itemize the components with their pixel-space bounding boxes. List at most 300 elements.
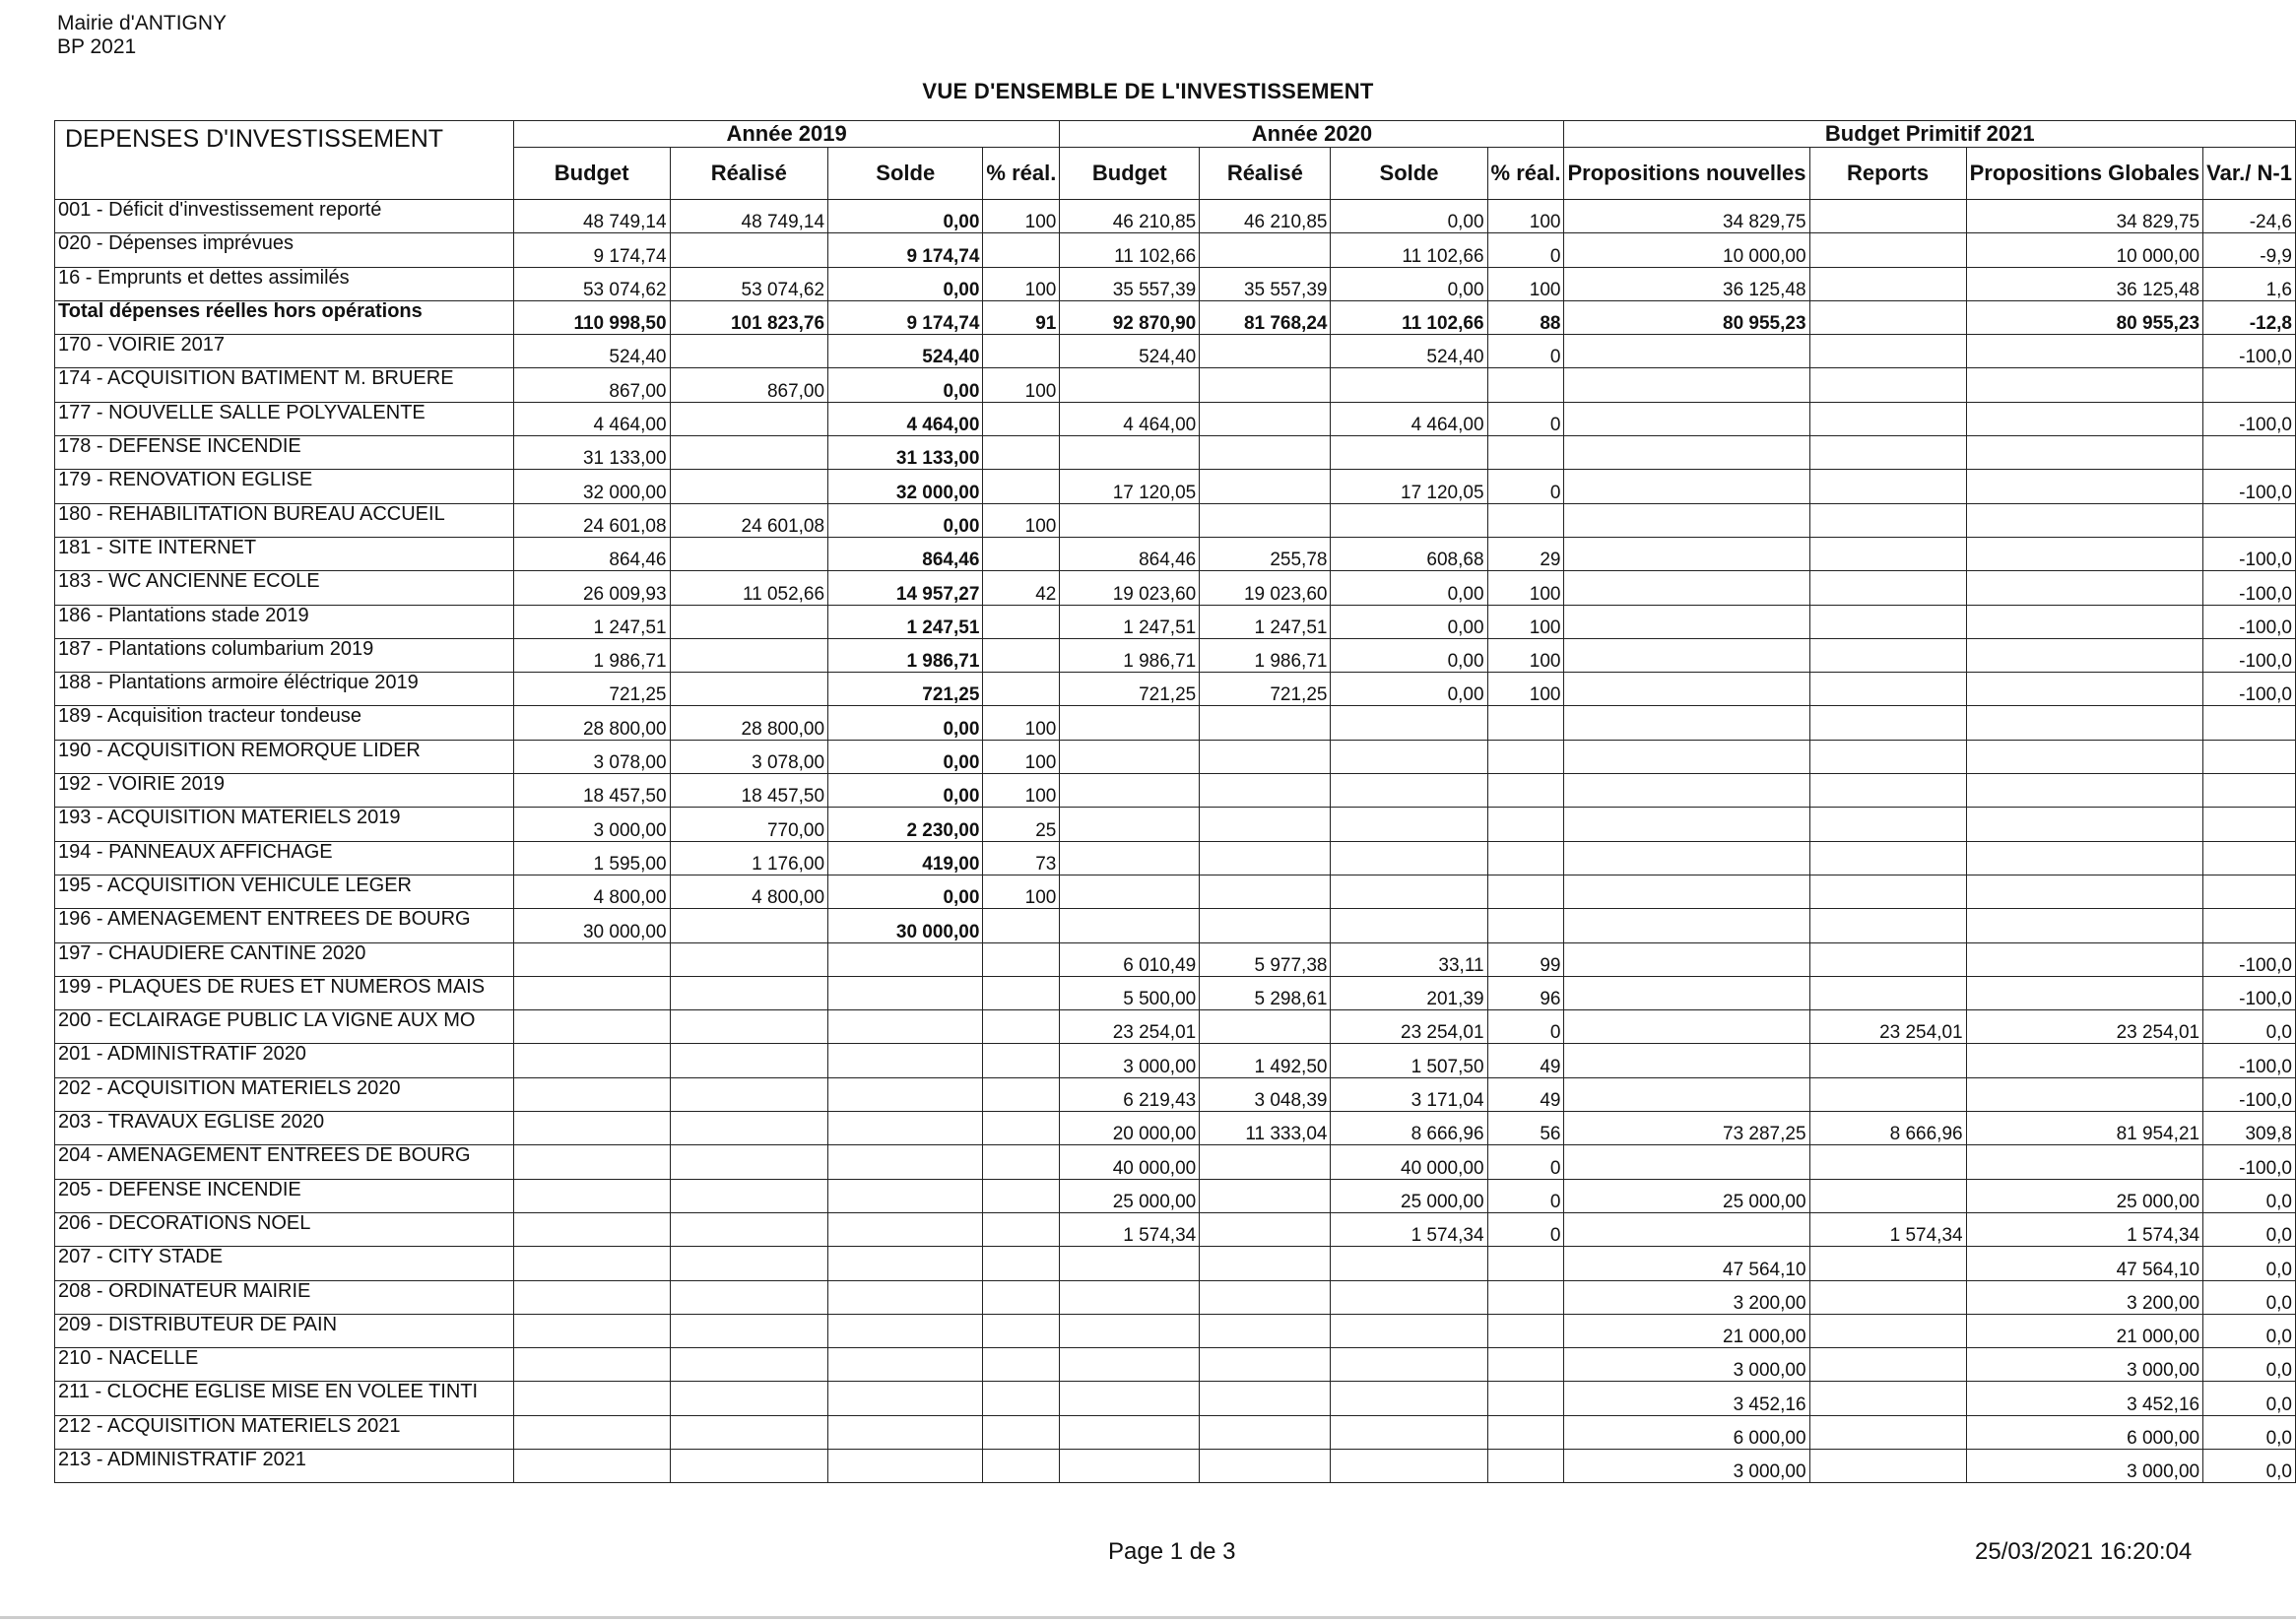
- table-cell: [1966, 976, 2202, 1009]
- table-cell: 29: [1487, 537, 1564, 570]
- table-cell: 0,00: [828, 200, 983, 233]
- table-cell: [1487, 875, 1564, 908]
- row-label: 001 - Déficit d'investissement reporté: [55, 200, 514, 233]
- table-cell: [1966, 571, 2202, 605]
- table-cell: [983, 402, 1060, 435]
- table-cell: [1060, 909, 1200, 942]
- table-cell: 11 333,04: [1200, 1112, 1331, 1145]
- table-cell: [1966, 1044, 2202, 1077]
- table-cell: [1966, 402, 2202, 435]
- table-cell: [1564, 638, 1809, 672]
- table-row: [55, 402, 2296, 435]
- table-cell: [1200, 1348, 1331, 1382]
- table-cell: 0,00: [1331, 605, 1487, 638]
- table-cell: [513, 1348, 670, 1382]
- table-cell: [1487, 436, 1564, 470]
- table-cell: [2203, 706, 2296, 740]
- table-cell: 524,40: [828, 335, 983, 368]
- table-cell: [1200, 1280, 1331, 1314]
- table-row: [55, 1449, 2296, 1482]
- table-cell: [1809, 470, 1966, 503]
- column-header: % réal.: [983, 148, 1060, 200]
- table-cell: 100: [983, 368, 1060, 402]
- table-cell: 110 998,50: [513, 300, 670, 334]
- table-cell: [983, 1348, 1060, 1382]
- table-row: [55, 436, 2296, 470]
- table-cell: 30 000,00: [828, 909, 983, 942]
- table-cell: [1809, 1077, 1966, 1111]
- row-label: 020 - Dépenses imprévues: [55, 233, 514, 267]
- table-cell: 17 120,05: [1331, 470, 1487, 503]
- table-cell: [670, 1280, 828, 1314]
- table-cell: -100,0: [2203, 976, 2296, 1009]
- table-cell: [1331, 706, 1487, 740]
- table-cell: 49: [1487, 1077, 1564, 1111]
- table-cell: [1809, 233, 1966, 267]
- table-cell: [1564, 774, 1809, 808]
- table-cell: [1487, 706, 1564, 740]
- table-row: [55, 200, 2296, 233]
- table-cell: 80 955,23: [1966, 300, 2202, 334]
- table-cell: 48 749,14: [670, 200, 828, 233]
- table-cell: [1200, 1449, 1331, 1482]
- table-cell: [1200, 436, 1331, 470]
- table-cell: [1060, 1247, 1200, 1280]
- table-cell: [1809, 571, 1966, 605]
- table-cell: [983, 976, 1060, 1009]
- table-cell: [1564, 909, 1809, 942]
- table-cell: -100,0: [2203, 1077, 2296, 1111]
- table-cell: [983, 436, 1060, 470]
- table-cell: [513, 1112, 670, 1145]
- table-cell: 5 298,61: [1200, 976, 1331, 1009]
- table-cell: 28 800,00: [670, 706, 828, 740]
- row-label: 193 - ACQUISITION MATERIELS 2019: [55, 808, 514, 841]
- table-cell: [1564, 875, 1809, 908]
- table-cell: [983, 1212, 1060, 1246]
- table-cell: 1 492,50: [1200, 1044, 1331, 1077]
- table-cell: [1564, 605, 1809, 638]
- table-cell: [1564, 706, 1809, 740]
- table-cell: [1200, 368, 1331, 402]
- budget-label: BP 2021: [57, 35, 137, 58]
- table-cell: 35 557,39: [1200, 267, 1331, 300]
- table-cell: 53 074,62: [513, 267, 670, 300]
- table-cell: [1331, 875, 1487, 908]
- table-cell: 100: [983, 706, 1060, 740]
- table-row: [55, 1280, 2296, 1314]
- table-cell: 34 829,75: [1966, 200, 2202, 233]
- table-cell: 0,00: [1331, 673, 1487, 706]
- table-row: [55, 875, 2296, 908]
- table-cell: 17 120,05: [1060, 470, 1200, 503]
- table-cell: 56: [1487, 1112, 1564, 1145]
- row-label: 196 - AMENAGEMENT ENTREES DE BOURG: [55, 909, 514, 942]
- table-cell: 524,40: [1331, 335, 1487, 368]
- table-cell: -100,0: [2203, 605, 2296, 638]
- row-label: 189 - Acquisition tracteur tondeuse: [55, 706, 514, 740]
- table-cell: [1331, 368, 1487, 402]
- group-header: Budget Primitif 2021: [1564, 121, 2296, 148]
- table-cell: [1564, 503, 1809, 537]
- table-cell: 100: [1487, 267, 1564, 300]
- table-cell: 4 800,00: [670, 875, 828, 908]
- table-row: [55, 909, 2296, 942]
- table-cell: [1809, 537, 1966, 570]
- table-cell: [670, 436, 828, 470]
- table-cell: [670, 1314, 828, 1347]
- row-label: 16 - Emprunts et dettes assimilés: [55, 267, 514, 300]
- table-cell: [1200, 335, 1331, 368]
- table-row: [55, 1348, 2296, 1382]
- table-cell: -100,0: [2203, 1044, 2296, 1077]
- row-label: 200 - ECLAIRAGE PUBLIC LA VIGNE AUX MO: [55, 1010, 514, 1044]
- table-cell: [1200, 841, 1331, 875]
- table-cell: [513, 1145, 670, 1179]
- table-cell: [983, 1010, 1060, 1044]
- table-cell: [1200, 402, 1331, 435]
- table-cell: 0: [1487, 470, 1564, 503]
- table-cell: [670, 402, 828, 435]
- table-cell: 255,78: [1200, 537, 1331, 570]
- table-cell: [1200, 740, 1331, 773]
- table-row: [55, 571, 2296, 605]
- table-cell: 25 000,00: [1966, 1179, 2202, 1212]
- table-cell: 0,00: [828, 503, 983, 537]
- page-number: Page 1 de 3: [1108, 1538, 1236, 1565]
- table-cell: [2203, 503, 2296, 537]
- table-cell: [1966, 335, 2202, 368]
- table-cell: [1564, 808, 1809, 841]
- table-row: [55, 537, 2296, 570]
- table-cell: [1809, 1348, 1966, 1382]
- table-row: [55, 673, 2296, 706]
- table-cell: [983, 942, 1060, 976]
- table-cell: [1966, 673, 2202, 706]
- column-header: Solde: [828, 148, 983, 200]
- table-cell: [1487, 740, 1564, 773]
- column-header: Réalisé: [1200, 148, 1331, 200]
- table-cell: 23 254,01: [1331, 1010, 1487, 1044]
- table-cell: 8 666,96: [1331, 1112, 1487, 1145]
- table-cell: 0,0: [2203, 1314, 2296, 1347]
- table-cell: 23 254,01: [1060, 1010, 1200, 1044]
- row-label: 195 - ACQUISITION VEHICULE LEGER: [55, 875, 514, 908]
- table-cell: [1200, 1314, 1331, 1347]
- table-row: [55, 1212, 2296, 1246]
- table-cell: [1060, 368, 1200, 402]
- table-cell: [1809, 605, 1966, 638]
- table-cell: [828, 1145, 983, 1179]
- table-cell: 524,40: [513, 335, 670, 368]
- table-cell: 0,0: [2203, 1247, 2296, 1280]
- table-cell: [983, 605, 1060, 638]
- row-label: 186 - Plantations stade 2019: [55, 605, 514, 638]
- row-label: 202 - ACQUISITION MATERIELS 2020: [55, 1077, 514, 1111]
- table-cell: 721,25: [828, 673, 983, 706]
- table-cell: [1060, 841, 1200, 875]
- table-cell: 3 000,00: [1966, 1449, 2202, 1482]
- table-cell: [1487, 909, 1564, 942]
- table-cell: 81 954,21: [1966, 1112, 2202, 1145]
- table-cell: 18 457,50: [670, 774, 828, 808]
- table-cell: -100,0: [2203, 335, 2296, 368]
- column-header: Var./ N-1: [2203, 148, 2296, 200]
- table-cell: 4 464,00: [1331, 402, 1487, 435]
- table-cell: [670, 1348, 828, 1382]
- row-label: 181 - SITE INTERNET: [55, 537, 514, 570]
- table-cell: 100: [983, 267, 1060, 300]
- table-cell: [1564, 537, 1809, 570]
- table-cell: [1564, 335, 1809, 368]
- table-cell: [670, 537, 828, 570]
- table-cell: [1809, 673, 1966, 706]
- table-cell: [1200, 1415, 1331, 1449]
- table-cell: 3 000,00: [513, 808, 670, 841]
- table-cell: 1 574,34: [1331, 1212, 1487, 1246]
- table-cell: [983, 1044, 1060, 1077]
- table-cell: [1331, 1348, 1487, 1382]
- table-row: [55, 1415, 2296, 1449]
- table-cell: [828, 976, 983, 1009]
- table-cell: 0,0: [2203, 1348, 2296, 1382]
- table-cell: [1060, 875, 1200, 908]
- column-header: % réal.: [1487, 148, 1564, 200]
- table-cell: [983, 233, 1060, 267]
- table-cell: [1060, 1314, 1200, 1347]
- page-bottom-rule: [0, 1616, 2296, 1619]
- table-cell: 1 574,34: [1809, 1212, 1966, 1246]
- table-cell: 4 800,00: [513, 875, 670, 908]
- table-cell: [670, 605, 828, 638]
- table-cell: 4 464,00: [1060, 402, 1200, 435]
- table-cell: [1809, 774, 1966, 808]
- table-cell: -24,6: [2203, 200, 2296, 233]
- table-row: [55, 335, 2296, 368]
- table-cell: 100: [983, 200, 1060, 233]
- table-cell: [1331, 1247, 1487, 1280]
- table-cell: 0: [1487, 335, 1564, 368]
- table-cell: 99: [1487, 942, 1564, 976]
- table-cell: [1809, 740, 1966, 773]
- row-label: 199 - PLAQUES DE RUES ET NUMEROS MAIS: [55, 976, 514, 1009]
- table-cell: [828, 1314, 983, 1347]
- row-label: 201 - ADMINISTRATIF 2020: [55, 1044, 514, 1077]
- table-cell: [828, 1212, 983, 1246]
- table-cell: [1809, 909, 1966, 942]
- table-cell: -100,0: [2203, 470, 2296, 503]
- table-cell: 101 823,76: [670, 300, 828, 334]
- column-header: Budget: [513, 148, 670, 200]
- table-cell: 1 247,51: [828, 605, 983, 638]
- table-cell: 867,00: [670, 368, 828, 402]
- table-cell: [1966, 638, 2202, 672]
- table-cell: 100: [983, 503, 1060, 537]
- table-cell: [1966, 368, 2202, 402]
- table-cell: [1487, 1314, 1564, 1347]
- table-cell: [2203, 808, 2296, 841]
- table-cell: 32 000,00: [513, 470, 670, 503]
- table-cell: 1,6: [2203, 267, 2296, 300]
- table-cell: [670, 1212, 828, 1246]
- table-cell: [513, 1314, 670, 1347]
- row-label: 208 - ORDINATEUR MAIRIE: [55, 1280, 514, 1314]
- table-cell: [1487, 1415, 1564, 1449]
- table-cell: 1 595,00: [513, 841, 670, 875]
- table-cell: [1564, 368, 1809, 402]
- table-row: [55, 942, 2296, 976]
- table-cell: [828, 1010, 983, 1044]
- table-cell: [983, 1247, 1060, 1280]
- table-cell: [828, 1348, 983, 1382]
- table-cell: 0,00: [828, 706, 983, 740]
- table-cell: 100: [1487, 638, 1564, 672]
- table-cell: 6 000,00: [1564, 1415, 1809, 1449]
- row-label: Total dépenses réelles hors opérations: [55, 300, 514, 334]
- table-cell: 5 977,38: [1200, 942, 1331, 976]
- table-cell: 18 457,50: [513, 774, 670, 808]
- table-cell: [828, 1280, 983, 1314]
- table-cell: 25 000,00: [1060, 1179, 1200, 1212]
- row-label: 212 - ACQUISITION MATERIELS 2021: [55, 1415, 514, 1449]
- column-header: Solde: [1331, 148, 1487, 200]
- row-label: 206 - DECORATIONS NOEL: [55, 1212, 514, 1246]
- table-row: [55, 233, 2296, 267]
- table-cell: [2203, 774, 2296, 808]
- table-cell: [828, 1449, 983, 1482]
- table-cell: 0,00: [828, 267, 983, 300]
- table-cell: 73 287,25: [1564, 1112, 1809, 1145]
- table-cell: [1060, 1382, 1200, 1415]
- table-cell: 1 247,51: [513, 605, 670, 638]
- table-cell: [1060, 808, 1200, 841]
- table-cell: [1331, 1449, 1487, 1482]
- table-cell: [1200, 808, 1331, 841]
- table-cell: 0,00: [828, 740, 983, 773]
- table-cell: 24 601,08: [670, 503, 828, 537]
- table-cell: [983, 673, 1060, 706]
- table-cell: [513, 1077, 670, 1111]
- table-cell: 42: [983, 571, 1060, 605]
- row-label: 203 - TRAVAUX EGLISE 2020: [55, 1112, 514, 1145]
- table-cell: 0: [1487, 1010, 1564, 1044]
- table-cell: [1809, 335, 1966, 368]
- table-cell: 40 000,00: [1331, 1145, 1487, 1179]
- table-cell: [1200, 470, 1331, 503]
- table-cell: 0,0: [2203, 1280, 2296, 1314]
- table-cell: [1564, 402, 1809, 435]
- table-cell: 10 000,00: [1564, 233, 1809, 267]
- table-cell: 25 000,00: [1331, 1179, 1487, 1212]
- table-cell: [1200, 1212, 1331, 1246]
- table-cell: [1809, 808, 1966, 841]
- table-cell: [1060, 503, 1200, 537]
- table-cell: 2 230,00: [828, 808, 983, 841]
- table-cell: [1809, 875, 1966, 908]
- table-cell: [670, 1247, 828, 1280]
- table-cell: 721,25: [1060, 673, 1200, 706]
- table-cell: 53 074,62: [670, 267, 828, 300]
- table-cell: [1200, 503, 1331, 537]
- table-cell: [983, 335, 1060, 368]
- table-cell: [1487, 368, 1564, 402]
- table-cell: 92 870,90: [1060, 300, 1200, 334]
- table-cell: -100,0: [2203, 537, 2296, 570]
- table-cell: [1564, 436, 1809, 470]
- table-cell: 3 048,39: [1200, 1077, 1331, 1111]
- row-label: 188 - Plantations armoire éléctrique 2019: [55, 673, 514, 706]
- table-cell: [2203, 909, 2296, 942]
- table-cell: 0,00: [828, 875, 983, 908]
- table-cell: -100,0: [2203, 942, 2296, 976]
- table-cell: 1 574,34: [1060, 1212, 1200, 1246]
- table-cell: [670, 1044, 828, 1077]
- table-row: [55, 1247, 2296, 1280]
- table-cell: 34 829,75: [1564, 200, 1809, 233]
- table-cell: [1331, 1280, 1487, 1314]
- table-cell: 3 000,00: [1966, 1348, 2202, 1382]
- table-cell: [1809, 1280, 1966, 1314]
- table-row: [55, 740, 2296, 773]
- table-cell: [983, 1077, 1060, 1111]
- table-cell: [1331, 1415, 1487, 1449]
- row-label: 178 - DEFENSE INCENDIE: [55, 436, 514, 470]
- table-cell: 9 174,74: [513, 233, 670, 267]
- table-cell: [513, 942, 670, 976]
- table-cell: [670, 1382, 828, 1415]
- table-cell: [828, 1247, 983, 1280]
- table-cell: [1809, 1382, 1966, 1415]
- table-cell: [1564, 976, 1809, 1009]
- table-row: [55, 1314, 2296, 1347]
- row-label: 211 - CLOCHE EGLISE MISE EN VOLEE TINTI: [55, 1382, 514, 1415]
- page-title: VUE D'ENSEMBLE DE L'INVESTISSEMENT: [922, 79, 1374, 103]
- row-label: 190 - ACQUISITION REMORQUE LIDER: [55, 740, 514, 773]
- table-row: [55, 1145, 2296, 1179]
- table-cell: [1564, 1077, 1809, 1111]
- table-cell: [1060, 1348, 1200, 1382]
- table-cell: [1060, 1415, 1200, 1449]
- table-cell: [1331, 1314, 1487, 1347]
- table-cell: [1200, 1382, 1331, 1415]
- table-cell: [1487, 1348, 1564, 1382]
- table-cell: [2203, 436, 2296, 470]
- table-row: [55, 267, 2296, 300]
- table-cell: [670, 335, 828, 368]
- table-cell: 0,00: [1331, 200, 1487, 233]
- table-cell: -100,0: [2203, 1145, 2296, 1179]
- table-cell: 0,0: [2203, 1382, 2296, 1415]
- table-cell: [983, 537, 1060, 570]
- table-cell: [670, 1010, 828, 1044]
- table-cell: 1 507,50: [1331, 1044, 1487, 1077]
- table-cell: [1200, 1247, 1331, 1280]
- table-cell: [1809, 267, 1966, 300]
- table-cell: 309,8: [2203, 1112, 2296, 1145]
- table-cell: 46 210,85: [1060, 200, 1200, 233]
- table-cell: 100: [1487, 571, 1564, 605]
- table-cell: [513, 1212, 670, 1246]
- table-cell: [670, 1415, 828, 1449]
- table-cell: [1809, 976, 1966, 1009]
- table-cell: [670, 470, 828, 503]
- table-cell: [983, 638, 1060, 672]
- table-cell: 3 452,16: [1966, 1382, 2202, 1415]
- table-cell: 1 986,71: [513, 638, 670, 672]
- table-cell: [513, 1449, 670, 1482]
- table-cell: [670, 1179, 828, 1212]
- table-cell: [1200, 233, 1331, 267]
